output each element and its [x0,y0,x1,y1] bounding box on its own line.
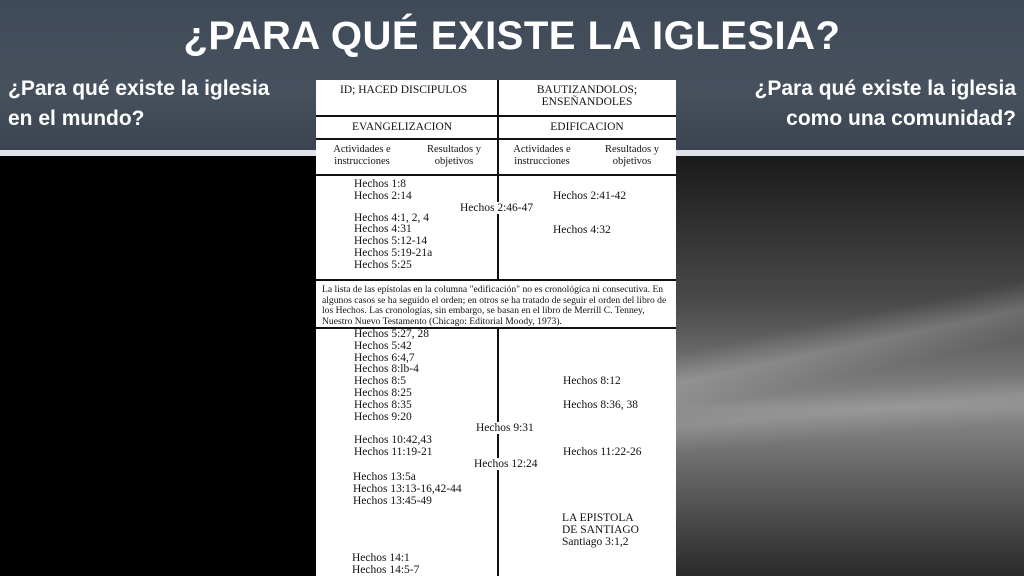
verse-list: Hechos 1:8 Hechos 2:14 Hechos 4:1, 2, 4 Hechos 4:31 Hechos 5:12-14 Hechos 5:19-21a Hechos 5:25 [354,178,433,271]
table-rule [316,115,676,117]
header-left: ID; HACED DISCIPULOS [340,84,468,96]
verse-center: Hechos 9:31 [476,422,534,434]
verse-right: Hechos 4:32 [553,224,611,236]
table-rule [316,138,676,140]
verse-right: Hechos 11:22-26 [563,446,642,458]
background-left [0,156,316,576]
table-divider [497,80,499,279]
background-right [676,156,1024,576]
verse-list: Hechos 14:1 Hechos 14:5-7 [352,552,420,576]
section-evangelizacion: EVANGELIZACION [352,121,453,133]
column-header: Actividades e instrucciones [513,144,571,167]
slide-title: ¿PARA QUÉ EXISTE LA IGLESIA? [183,14,841,58]
section-edificacion: EDIFICACION [550,121,624,133]
verse-right: Hechos 2:41-42 [553,190,627,202]
scanned-table-image [316,80,676,576]
column-header: Resultados y objetivos [427,144,481,167]
epistle-santiago: LA EPISTOLA DE SANTIAGO Santiago 3:1,2 [562,512,639,548]
verse-list: Hechos 13:5a Hechos 13:13-16,42-44 Hechos 13:45-49 [353,471,462,507]
verse-right: Hechos 8:36, 38 [563,399,639,411]
verse-right: Hechos 8:12 [563,375,621,387]
verse-center: Hechos 12:24 [474,458,538,470]
column-header: Actividades e instrucciones [333,144,391,167]
table-divider [497,329,499,576]
table-rule [316,174,676,176]
subtitle-right: ¿Para qué existe la iglesia como una comunidad? [754,77,1016,130]
subtitle-left: ¿Para qué existe la iglesia en el mundo? [8,77,270,130]
verse-list: Hechos 10:42,43 Hechos 11:19-21 [354,434,433,458]
verse-list: Hechos 5:27, 28 Hechos 5:42 Hechos 6:4,7 Hechos 8:lb-4 Hechos 8:5 Hechos 8:25 Hechos 8:35 Hechos 9:20 [354,328,430,423]
verse-center: Hechos 2:46-47 [460,202,534,214]
table-rule [316,279,676,281]
header-right: BAUTIZANDOLOS; ENSEÑANDOLES [536,84,638,108]
column-header: Resultados y objetivos [605,144,659,167]
table-footnote: La lista de las epístolas en la columna "edificación" no es cronológica ni consecutiva. En algunos casos se ha seguido el orden; en otros se ha tratado de seguir el orden del libro de los Hechos. Las cronologías, sin embargo, se basan en el libro de Merrill C. Tenney, Nuestro Nuevo Testamento (Chicago: Editorial Moody, 1973). [322,284,667,327]
